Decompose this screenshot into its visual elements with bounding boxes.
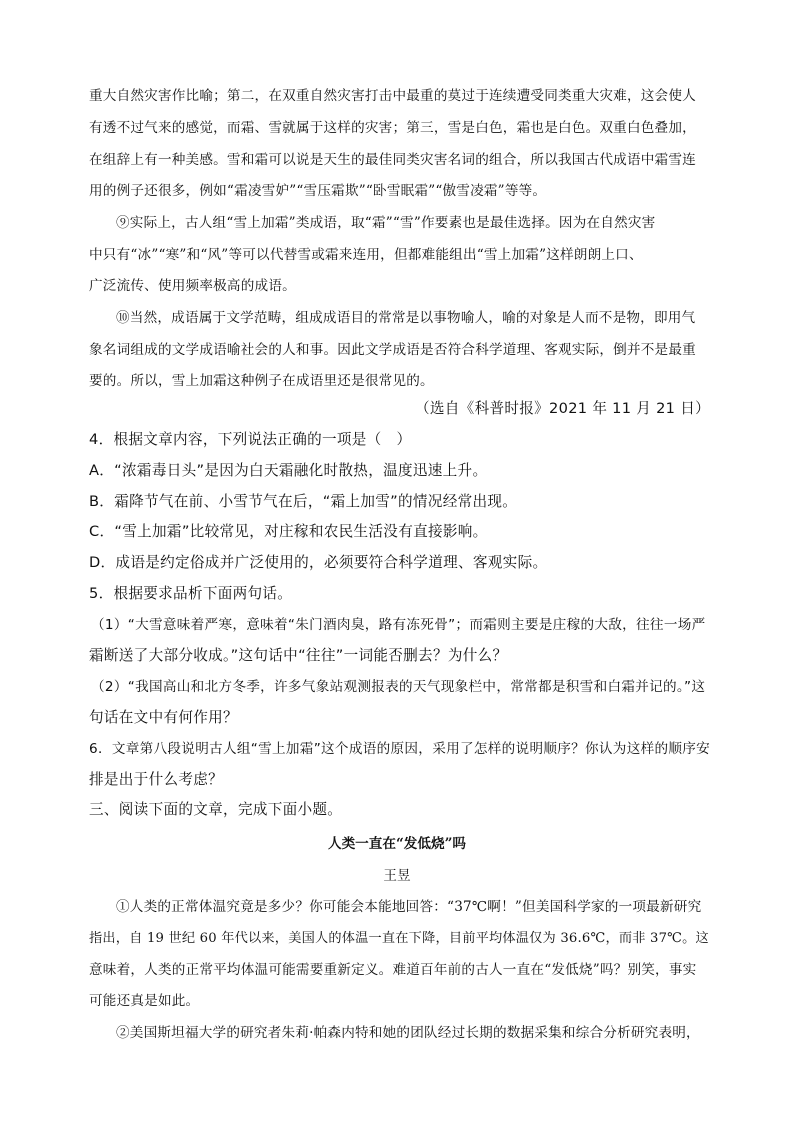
question-5: 5．根据要求品析下面两句话。 (89, 585, 293, 602)
passage1-line: 中只有“冰”“寒”和“风”等可以代替雪或霜来连用，但都难能组出“雪上加霜”这样朗朗上口、 (89, 247, 643, 263)
passage1-line: 在组辞上有一种美感。雪和霜可以说是天生的最佳同类灾害名词的组合，所以我国古代成语中霜雪连 (89, 152, 696, 168)
passage2-line: 可能还真是如此。 (89, 993, 200, 1009)
passage2-paragraph-1: ①人类的正常体温究竟是多少？你可能会本能地回答：“37℃啊！”但美国科学家的一项最新研究 (116, 899, 702, 915)
passage1-line: 要的。所以，雪上加霜这种例子在成语里还是很常见的。 (89, 373, 434, 389)
passage1-line: 用的例子还很多，例如“霜凌雪妒”“雪压霜欺”“卧雪眠霜”“傲雪凌霜”等等。 (89, 183, 547, 199)
passage1-line: 有透不过气来的感觉，而霜、雪就属于这样的灾害；第三，雪是白色，霜也是白色。双重白色叠加， (89, 120, 696, 136)
question-5-1: （1）“大雪意味着严寒，意味着“朱门酒肉臭，路有冻死骨”；而霜则主要是庄稼的大敌，往往一场严 (91, 617, 706, 633)
option-c: C．“雪上加霜”比较常见，对庄稼和农民生活没有直接影响。 (89, 523, 488, 540)
option-b: B．霜降节气在前、小雪节气在后，“霜上加雪”的情况经常出现。 (89, 493, 518, 510)
passage1-paragraph-10: ⑩当然，成语属于文学范畴，组成成语目的常常是以事物喻人，喻的对象是人而不是物，即用气 (116, 310, 696, 326)
passage1-line: 象名词组成的文学成语喻社会的人和事。因此文学成语是否符合科学道理、客观实际，倒并不是最重 (89, 342, 696, 358)
article-author: 王昱 (383, 868, 411, 884)
question-6-cont: 排是出于什么考虑？ (89, 771, 224, 788)
option-a: A．“浓霜毒日头”是因为白天霜融化时散热，温度迅速上升。 (89, 462, 488, 479)
question-4: 4．根据文章内容，下列说法正确的一项是（ ） (89, 431, 412, 448)
source-citation: （选自《科普时报》2021 年 11 月 21 日） (415, 400, 710, 417)
question-6: 6．文章第八段说明古人组“雪上加霜”这个成语的原因，采用了怎样的说明顺序？你认为这样的顺序安 (89, 741, 711, 757)
section-three-heading: 三、阅读下面的文章，完成下面小题。 (89, 801, 343, 818)
question-5-2-cont: 句话在文中有何作用？ (89, 709, 238, 726)
passage2-line: 指出，自 19 世纪 60 年代以来，美国人的体温一直在下降，目前平均体温仅为 36.6℃，而非 37℃。这 (89, 931, 709, 946)
article-title: 人类一直在“发低烧”吗 (328, 836, 466, 852)
passage1-line: 广泛流传、使用频率极高的成语。 (89, 278, 296, 294)
question-5-2: （2）“我国高山和北方冬季，许多气象站观测报表的天气现象栏中，常常都是积雪和白霜并记的。”这 (91, 679, 706, 695)
question-5-1-cont: 霜断送了大部分收成。”这句话中“往往”一词能否删去？为什么？ (89, 647, 508, 664)
passage1-line: 重大自然灾害作比喻；第二，在双重自然灾害打击中最重的莫过于连续遭受同类重大灾难，这会使人 (89, 88, 696, 104)
passage2-line: 意味着，人类的正常平均体温可能需要重新定义。难道百年前的古人一直在“发低烧”吗？别笑，事实 (89, 962, 697, 978)
passage1-paragraph-9: ⑨实际上，古人组“雪上加霜”类成语，取“霜”“雪”作要素也是最佳选择。因为在自然灾害 (116, 215, 656, 231)
passage2-paragraph-2: ②美国斯坦福大学的研究者朱莉·帕森内特和她的团队经过长期的数据采集和综合分析研究表明， (116, 1025, 700, 1041)
option-d: D．成语是约定俗成并广泛使用的，必须要符合科学道理、客观实际。 (89, 554, 548, 571)
